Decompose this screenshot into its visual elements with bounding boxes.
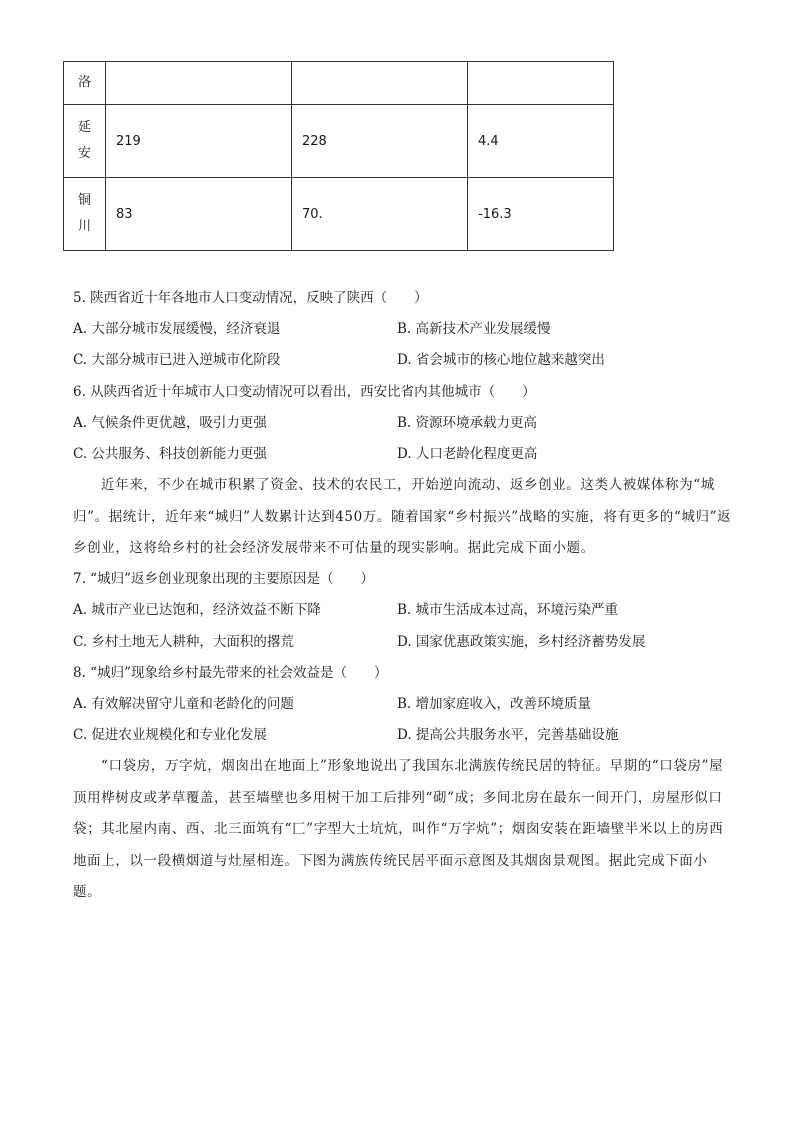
table-row	[64, 62, 614, 105]
value-cell: 83	[106, 178, 292, 251]
question-5-option-a[interactable]: A. 大部分城市发展缓慢，经济衰退	[73, 321, 281, 337]
question-5-option-d[interactable]: D. 省会城市的核心地位越来越突出	[397, 352, 605, 368]
question-6-option-a[interactable]: A. 气候条件更优越，吸引力更强	[73, 415, 267, 431]
question-5-stem: 5. 陕西省近十年各地市人口变动情况，反映了陕西（ ）	[73, 290, 428, 306]
value-cell: 4.4	[468, 105, 614, 178]
question-6-stem: 6. 从陕西省近十年城市人口变动情况可以看出，西安比省内其他城市（ ）	[73, 384, 536, 400]
value-cell: -16.3	[468, 178, 614, 251]
value-cell: 228	[292, 105, 468, 178]
population-table	[63, 61, 614, 251]
question-6-option-c[interactable]: C. 公共服务、科技创新能力更强	[73, 446, 267, 462]
city-cell: 延安	[64, 105, 106, 178]
value-cell	[106, 62, 292, 105]
question-7-stem: 7. “城归”返乡创业现象出现的主要原因是（ ）	[73, 571, 374, 587]
question-8-option-c[interactable]: C. 促进农业规模化和专业化发展	[73, 727, 267, 743]
table-row	[64, 105, 614, 178]
question-6-option-d[interactable]: D. 人口老龄化程度更高	[397, 446, 538, 462]
question-8-stem: 8. “城归”现象给乡村最先带来的社会效益是（ ）	[73, 665, 388, 681]
value-cell	[468, 62, 614, 105]
question-5-option-b[interactable]: B. 高新技术产业发展缓慢	[397, 321, 551, 337]
question-7-option-a[interactable]: A. 城市产业已达饱和，经济效益不断下降	[73, 602, 321, 618]
question-5-option-c[interactable]: C. 大部分城市已进入逆城市化阶段	[73, 352, 281, 368]
city-cell: 洛	[64, 62, 106, 105]
question-8-option-a[interactable]: A. 有效解决留守儿童和老龄化的问题	[73, 696, 294, 712]
value-cell	[292, 62, 468, 105]
question-8-option-b[interactable]: B. 增加家庭收入，改善环境质量	[397, 696, 592, 712]
question-7-option-c[interactable]: C. 乡村土地无人耕种，大面积的撂荒	[73, 634, 294, 650]
question-8-option-d[interactable]: D. 提高公共服务水平，完善基础设施	[397, 727, 619, 743]
value-cell: 219	[106, 105, 292, 178]
city-cell: 铜川	[64, 178, 106, 251]
question-6-option-b[interactable]: B. 资源环境承载力更高	[397, 415, 538, 431]
passage-chenggui: 近年来，不少在城市积累了资金、技术的农民工，开始逆向流动、返乡创业。这类人被媒体称为“城归”。据统计，近年来“城归”人数累计达到450万。随着国家“乡村振兴”战略的实施，将有更多的“城归”返乡创业，这将给乡村的社会经济发展带来不可估量的现实影响。据此完成下面小题。	[73, 477, 732, 556]
passage-koudaifang: “口袋房，万字炕，烟囱出在地面上”形象地说出了我国东北满族传统民居的特征。早期的“口袋房”屋顶用桦树皮或茅草覆盖，甚至墙壁也多用树干加工后排列“砌”成；多间北房在最东一间开门，房屋形似口袋；其北屋内南、西、北三面筑有“匚”字型大土坑炕，叫作“万字炕”；烟囱安装在距墙壁半米以上的房西地面上，以一段横烟道与灶屋相连。下图为满族传统民居平面示意图及其烟囱景观图。据此完成下面小题。	[73, 758, 724, 900]
question-7-option-b[interactable]: B. 城市生活成本过高，环境污染严重	[397, 602, 619, 618]
table-row	[64, 178, 614, 251]
value-cell: 70.	[292, 178, 468, 251]
question-7-option-d[interactable]: D. 国家优惠政策实施，乡村经济蓄势发展	[397, 634, 646, 650]
